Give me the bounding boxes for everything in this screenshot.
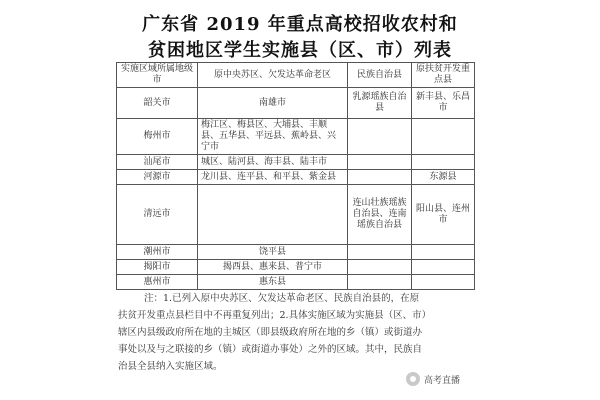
cell-poverty: 阳山县、连州市 [412,185,475,245]
cell-old-area [198,185,348,245]
cell-old-area: 南雄市 [198,88,348,119]
table-row [117,88,475,119]
cell-city: 汕尾市 [117,155,198,170]
cell-old-area: 饶平县 [198,245,348,260]
footnote [118,290,468,375]
footnote-line-2: 扶贫开发重点县栏目中不再重复列出；2.具体实施区域为实施县（区、市） [118,310,432,321]
cell-city: 清远市 [117,185,198,245]
cell-old-area: 城区、陆河县、海丰县、陆丰市 [198,155,348,170]
cell-old-area: 揭西县、惠来县、普宁市 [198,260,348,275]
table-row [117,260,475,275]
footnote-line-1: 注：1.已列入原中央苏区、欠发达革命老区、民族自治县的，在原 [144,293,420,304]
cell-poverty [412,260,475,275]
cell-ethnic [348,260,412,275]
header-city: 实施区域所属地级市 [117,63,198,88]
document-title-line-2: 贫困地区学生实施县（区、市）列表 [148,40,452,61]
cell-poverty [412,245,475,260]
table-row [117,275,475,290]
table-row [117,119,475,155]
cell-poverty [412,119,475,155]
cell-poverty [412,155,475,170]
cell-ethnic: 乳源瑶族自治县 [348,88,412,119]
table-row [117,170,475,185]
cell-ethnic [348,245,412,260]
cell-ethnic [348,170,412,185]
cell-city: 潮州市 [117,245,198,260]
footnote-line-3: 辖区内县级政府所在地的主城区（即县级政府所在地的乡（镇）或街道办 [118,327,423,338]
wechat-logo-icon [406,372,420,386]
cell-city: 惠州市 [117,275,198,290]
cell-city: 梅州市 [117,119,198,155]
cell-old-area: 龙川县、连平县、和平县、紫金县 [198,170,348,185]
cell-ethnic [348,155,412,170]
watermark-text: 高考直播 [424,375,461,386]
cell-ethnic: 连山壮族瑶族自治县、连南瑶族自治县 [348,185,412,245]
cell-city: 河源市 [117,170,198,185]
footnote-line-5: 治县全县纳入实施区域。 [118,361,223,372]
table-row [117,245,475,260]
table-row [117,185,475,245]
watermark [406,372,460,386]
header-poverty: 原扶贫开发重点县 [412,63,475,88]
cell-ethnic [348,275,412,290]
cell-old-area: 梅江区、梅县区、大埔县、丰顺县、五华县、平远县、蕉岭县、兴宁市 [198,119,348,155]
table-row [117,155,475,170]
document-title-line-1: 广东省 2019 年重点高校招收农村和 [142,14,458,35]
cell-poverty: 新丰县、乐昌市 [412,88,475,119]
footnote-line-4: 事处以及与之联接的乡（镇）或街道办事处）之外的区域。其中，民族自 [118,344,423,355]
cell-city: 韶关市 [117,88,198,119]
cell-ethnic [348,119,412,155]
header-ethnic: 民族自治县 [348,63,412,88]
cell-old-area: 惠东县 [198,275,348,290]
cell-poverty: 东源县 [412,170,475,185]
county-table [116,62,475,290]
header-old-area: 原中央苏区、欠发达革命老区 [198,63,348,88]
cell-city: 揭阳市 [117,260,198,275]
table-header-row [117,63,475,88]
cell-poverty [412,275,475,290]
